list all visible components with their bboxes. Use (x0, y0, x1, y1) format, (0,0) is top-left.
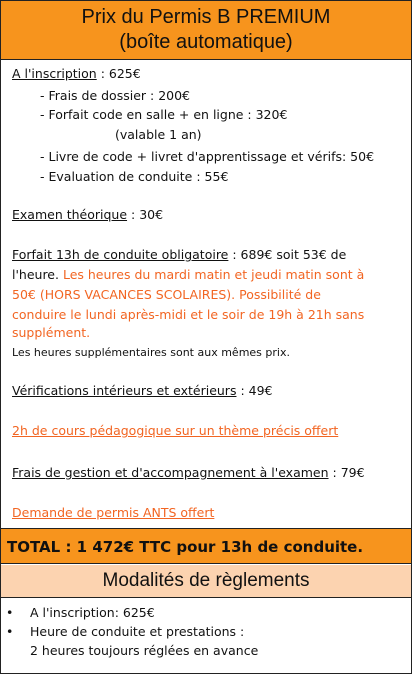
forfait-value-cont: l'heure. (12, 267, 59, 282)
inscription-value: : 625€ (96, 66, 141, 81)
list-item-text: 2 heures toujours réglées en avance (30, 643, 259, 658)
list-item-text: Heure de conduite et prestations : (30, 624, 245, 639)
examen-row (12, 206, 163, 224)
examen-value: : 30€ (127, 207, 164, 222)
ants-offert: Demande de permis ANTS offert (12, 505, 215, 520)
inscription-label: A l'inscription (12, 66, 97, 81)
forfait-line2 (12, 266, 364, 284)
frais-gestion-row (12, 464, 365, 482)
forfait-note: Les heures supplémentaires sont aux mêmes prix. (12, 346, 290, 359)
verifications-label: Vérifications intérieurs et extérieurs (12, 383, 237, 398)
modalites-title: Modalités de règlements (1, 565, 411, 598)
forfait-orange-text: Les heures du mardi matin et jeudi matin sont à (58, 267, 365, 282)
forfait-orange-line: 50€ (HORS VACANCES SCOLAIRES). Possibilité de (12, 287, 321, 302)
examen-label: Examen théorique (12, 207, 128, 222)
title-line1: Prix du Permis B PREMIUM (81, 6, 331, 28)
frais-gestion-value: : 79€ (328, 465, 365, 480)
card-title (1, 1, 411, 60)
forfait-orange-line: conduire le lundi après-midi et le soir de 19h à 21h sans (12, 307, 365, 322)
list-item-text: A l'inscription: 625€ (30, 605, 155, 620)
inscription-item: - Livre de code + livret d'apprentissage et vérifs: 50€ (40, 149, 375, 164)
list-item (6, 622, 258, 641)
inscription-item: - Forfait code en salle + en ligne : 320€ (40, 107, 288, 122)
forfait-label: Forfait 13h de conduite obligatoire (12, 247, 229, 262)
title-line2: (boîte automatique) (119, 31, 293, 53)
verifications-value: : 49€ (236, 383, 273, 398)
inscription-row (12, 65, 141, 83)
total-banner: TOTAL : 1 472€ TTC pour 13h de conduite. (1, 528, 411, 564)
modalites-list (6, 603, 258, 660)
cours-offert: 2h de cours pédagogique sur un thème précis offert (12, 423, 339, 438)
forfait-row (12, 246, 346, 264)
bullet-icon: • (6, 605, 14, 620)
bullet-icon: • (6, 624, 14, 639)
list-item-continuation (6, 641, 258, 660)
verifications-row (12, 382, 273, 400)
list-item (6, 603, 258, 622)
inscription-item: - Frais de dossier : 200€ (40, 88, 190, 103)
inscription-item: - Evaluation de conduite : 55€ (40, 169, 229, 184)
frais-gestion-label: Frais de gestion et d'accompagnement à l'examen (12, 465, 329, 480)
forfait-value: : 689€ soit 53€ de (228, 247, 347, 262)
forfait-orange-line: supplément. (12, 325, 91, 340)
inscription-item-note: (valable 1 an) (115, 127, 202, 142)
